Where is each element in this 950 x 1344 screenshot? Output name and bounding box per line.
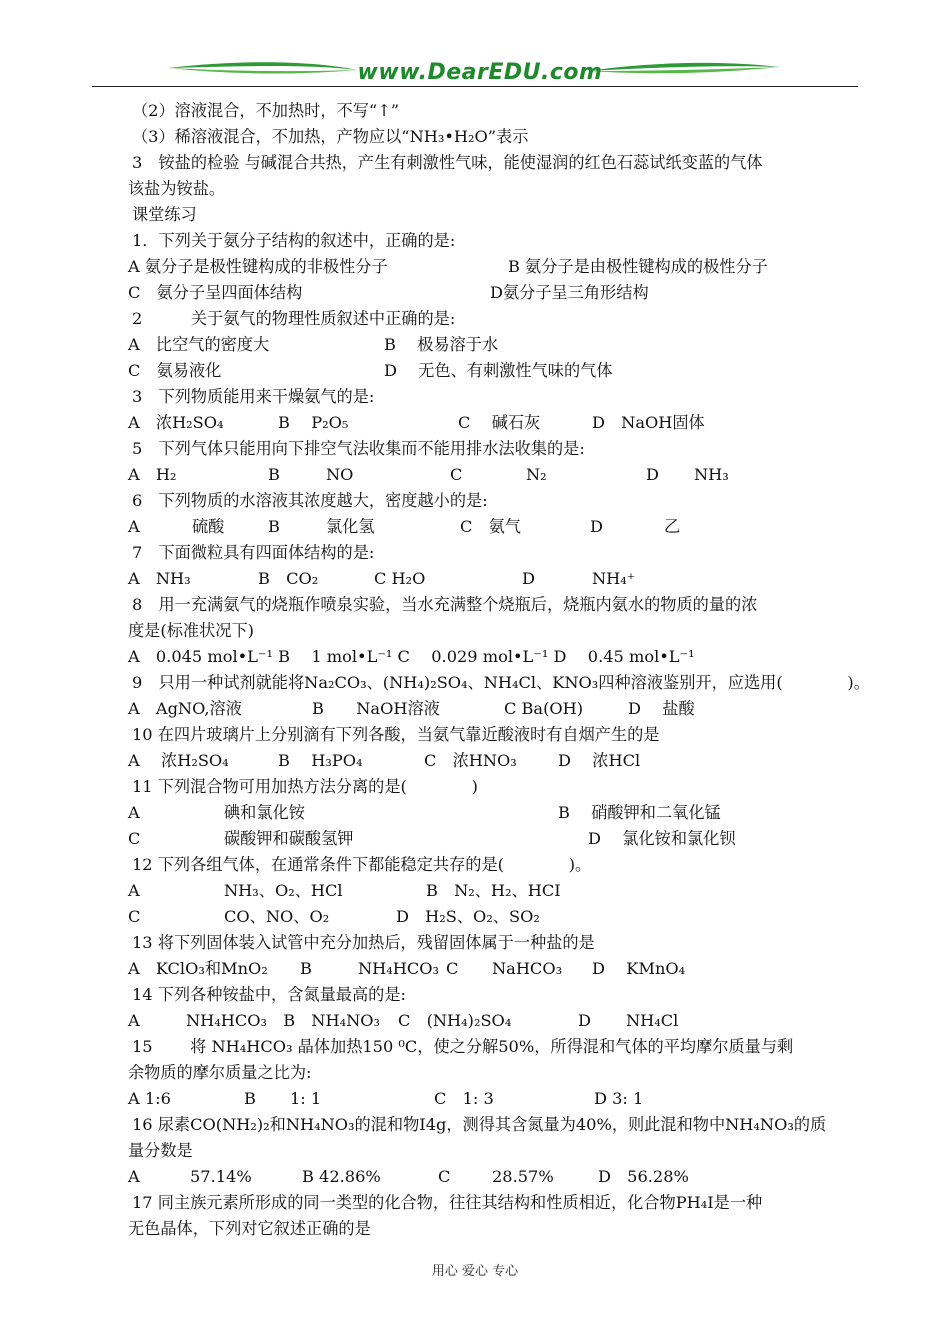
page-header — [0, 0, 950, 95]
text-segment: N₂ — [526, 465, 547, 484]
text-line — [128, 1164, 868, 1190]
text-line — [128, 1190, 868, 1216]
text-segment: 乙 — [664, 517, 681, 536]
text-segment: NO — [326, 465, 354, 484]
text-segment: C 氨气 — [460, 517, 521, 536]
text-segment: C — [438, 1167, 451, 1186]
text-segment: B 极易溶于水 — [384, 335, 499, 354]
text-line — [128, 930, 868, 956]
text-segment: A NH₃ — [128, 569, 191, 588]
text-line — [128, 1216, 868, 1242]
text-segment: D 浓HCl — [558, 751, 641, 770]
text-segment: C — [446, 959, 459, 978]
text-line — [128, 1086, 868, 1112]
text-segment: B 氨分子是由极性键构成的极性分子 — [508, 257, 768, 276]
text-segment: 6 下列物质的水溶液其浓度越大，密度越小的是: — [132, 491, 488, 510]
text-segment: 碘和氯化铵 — [224, 803, 305, 822]
text-line — [128, 1112, 868, 1138]
text-line — [128, 514, 868, 540]
text-line — [128, 878, 868, 904]
text-line — [128, 800, 868, 826]
text-segment: 15 将 NH₄HCO₃ 晶体加热150 ⁰C，使之分解50%，所得混和气体的平均摩尔质量与剩 — [132, 1037, 794, 1056]
text-segment: A 浓H₂SO₄ — [128, 413, 224, 432]
text-segment: A — [128, 803, 140, 822]
site-logo-text: www.DearEDU.com — [357, 60, 603, 85]
text-line — [128, 124, 868, 150]
text-line — [128, 670, 868, 696]
text-segment: A KClO₃和MnO₂ — [128, 959, 268, 978]
text-segment: NaHCO₃ — [492, 959, 563, 978]
text-segment: A — [128, 517, 140, 536]
text-segment: B NaOH溶液 — [312, 699, 440, 718]
text-segment: D NaOH固体 — [592, 413, 705, 432]
text-segment: B — [268, 465, 280, 484]
text-line — [128, 956, 868, 982]
text-line — [128, 384, 868, 410]
text-segment: 57.14% — [190, 1167, 252, 1186]
text-line — [128, 722, 868, 748]
text-segment: 余物质的摩尔质量之比为: — [128, 1063, 312, 1082]
text-segment: B — [300, 959, 312, 978]
text-segment: C — [450, 465, 463, 484]
text-segment: 3 下列物质能用来干燥氨气的是: — [132, 387, 375, 406]
text-segment: 1: 1 — [290, 1089, 322, 1108]
text-segment: C — [128, 829, 141, 848]
text-segment: D氨分子呈三角形结构 — [490, 283, 649, 302]
text-line — [128, 98, 868, 124]
text-segment: A — [128, 881, 140, 900]
text-line — [128, 904, 868, 930]
page-footer: 用心 爱心 专心 — [431, 1264, 519, 1279]
text-segment: D 氯化铵和氯化钡 — [588, 829, 736, 848]
text-segment: 5 下列气体只能用向下排空气法收集而不能用排水法收集的是: — [132, 439, 585, 458]
text-segment: A 浓H₂SO₄ — [128, 751, 229, 770]
text-segment: NH₄⁺ — [592, 569, 636, 588]
text-segment: NH₄Cl — [626, 1011, 679, 1030]
text-segment: D — [578, 1011, 591, 1030]
text-segment: A 比空气的密度大 — [128, 335, 270, 354]
text-segment: B N₂、H₂、HCI — [426, 881, 561, 900]
text-segment: A — [128, 1167, 140, 1186]
text-line — [128, 696, 868, 722]
text-line — [128, 748, 868, 774]
text-segment: 10 在四片玻璃片上分别滴有下列各酸，当氨气靠近酸液时有自烟产生的是 — [132, 725, 660, 744]
text-segment: C 1: 3 — [434, 1089, 494, 1108]
text-line — [128, 488, 868, 514]
text-segment: C (NH₄)₂SO₄ — [398, 1011, 512, 1030]
text-segment: B 42.86% — [302, 1167, 381, 1186]
text-line — [128, 280, 868, 306]
text-segment: A 1:6 — [128, 1089, 171, 1108]
text-segment: D 盐酸 — [628, 699, 695, 718]
text-line — [128, 176, 868, 202]
text-segment: 7 下面微粒具有四面体结构的是: — [132, 543, 375, 562]
text-segment: B H₃PO₄ — [278, 751, 363, 770]
document-body — [128, 98, 868, 1242]
text-segment: 2 关于氨气的物理性质叙述中正确的是: — [132, 309, 456, 328]
text-segment: B 硝酸钾和二氧化锰 — [558, 803, 721, 822]
text-segment: D — [646, 465, 659, 484]
text-segment: NH₃、O₂、HCl — [224, 881, 343, 900]
text-segment: 该盐为铵盐。 — [128, 179, 226, 198]
text-segment: C H₂O — [374, 569, 426, 588]
text-line — [128, 462, 868, 488]
text-segment: NH₄HCO₃ B NH₄NO₃ — [186, 1011, 380, 1030]
text-segment: B CO₂ — [258, 569, 319, 588]
text-segment: 9 只用一种试剂就能将Na₂CO₃、(NH₄)₂SO₄、NH₄Cl、KNO₃四种溶液鉴别开，应选用( )。 — [132, 673, 870, 692]
text-line — [128, 306, 868, 332]
text-segment: 28.57% — [492, 1167, 554, 1186]
text-line — [128, 774, 868, 800]
text-segment: 量分数是 — [128, 1141, 193, 1160]
text-line — [128, 852, 868, 878]
text-line — [128, 228, 868, 254]
text-segment: C 氨分子呈四面体结构 — [128, 283, 303, 302]
text-segment: C 浓HNO₃ — [424, 751, 517, 770]
text-segment: 8 用一充满氨气的烧瓶作喷泉实验，当水充满整个烧瓶后，烧瓶内氨水的物质的量的浓 — [132, 595, 758, 614]
text-segment: 14 下列各种铵盐中，含氮量最高的是: — [132, 985, 407, 1004]
text-segment: C 碱石灰 — [458, 413, 541, 432]
text-line — [128, 358, 868, 384]
text-line — [128, 982, 868, 1008]
text-segment: D 无色、有刺激性气味的气体 — [384, 361, 613, 380]
text-segment: 碳酸钾和碳酸氢钾 — [224, 829, 354, 848]
text-line — [128, 202, 868, 228]
text-segment: A 0.045 mol•L⁻¹ B 1 mol•L⁻¹ C 0.029 mol•L⁻¹ D 0.45 mol•L⁻¹ — [128, 647, 695, 666]
text-line — [128, 566, 868, 592]
text-line — [128, 410, 868, 436]
text-segment: C 氨易液化 — [128, 361, 222, 380]
text-segment: 16 尿素CO(NH₂)₂和NH₄NO₃的混和物I4g，测得其含氮量为40%，则此混和物中NH₄NO₃的质 — [132, 1115, 827, 1134]
text-segment: D KMnO₄ — [592, 959, 686, 978]
text-segment: 1．下列关于氨分子结构的叙述中，正确的是: — [132, 231, 456, 250]
text-segment: 课堂练习 — [132, 205, 197, 224]
text-segment: CO、NO、O₂ — [224, 907, 330, 926]
header-rule — [92, 86, 858, 87]
text-line — [128, 1138, 868, 1164]
text-segment: 3 铵盐的检验 与碱混合共热，产生有刺激性气味，能使湿润的红色石蕊试纸变蓝的气体 — [132, 153, 763, 172]
text-segment: C — [128, 907, 141, 926]
text-segment: 无色晶体，下列对它叙述正确的是 — [128, 1219, 371, 1238]
text-segment: B — [268, 517, 280, 536]
text-line — [128, 826, 868, 852]
text-line — [128, 1008, 868, 1034]
text-segment: （2）溶液混合，不加热时，不写“↑” — [132, 101, 400, 120]
text-segment: B — [244, 1089, 256, 1108]
text-segment: A H₂ — [128, 465, 177, 484]
text-segment: （3）稀溶液混合，不加热，产物应以“NH₃•H₂O”表示 — [132, 127, 529, 146]
text-segment: D 3: 1 — [594, 1089, 644, 1108]
text-segment: 氯化氢 — [326, 517, 375, 536]
text-line — [128, 540, 868, 566]
text-segment: A AgNO,溶液 — [128, 699, 242, 718]
text-line — [128, 332, 868, 358]
text-segment: NH₄HCO₃ — [358, 959, 440, 978]
text-segment: B P₂O₅ — [278, 413, 349, 432]
text-segment: 硫酸 — [192, 517, 225, 536]
text-line — [128, 644, 868, 670]
text-segment: D 56.28% — [598, 1167, 689, 1186]
text-segment: D H₂S、O₂、SO₂ — [396, 907, 540, 926]
text-segment: 12 下列各组气体，在通常条件下都能稳定共存的是( )。 — [132, 855, 592, 874]
text-segment: A 氨分子是极性键构成的非极性分子 — [128, 257, 388, 276]
text-line — [128, 254, 868, 280]
text-segment: NH₃ — [694, 465, 729, 484]
text-line — [128, 1034, 868, 1060]
text-segment: 度是(标准状况下) — [128, 621, 254, 640]
text-line — [128, 436, 868, 462]
text-line — [128, 618, 868, 644]
text-segment: D — [590, 517, 603, 536]
text-line — [128, 592, 868, 618]
text-segment: D — [522, 569, 535, 588]
text-segment: 11 下列混合物可用加热方法分离的是( ) — [132, 777, 478, 796]
text-line — [128, 1060, 868, 1086]
text-line — [128, 150, 868, 176]
text-segment: 13 将下列固体装入试管中充分加热后，残留固体属于一种盐的是 — [132, 933, 595, 952]
text-segment: C Ba(OH) — [504, 699, 584, 718]
text-segment: 17 同主族元素所形成的同一类型的化合物，往往其结构和性质相近，化合物PH₄I是一种 — [132, 1193, 763, 1212]
text-segment: A — [128, 1011, 140, 1030]
